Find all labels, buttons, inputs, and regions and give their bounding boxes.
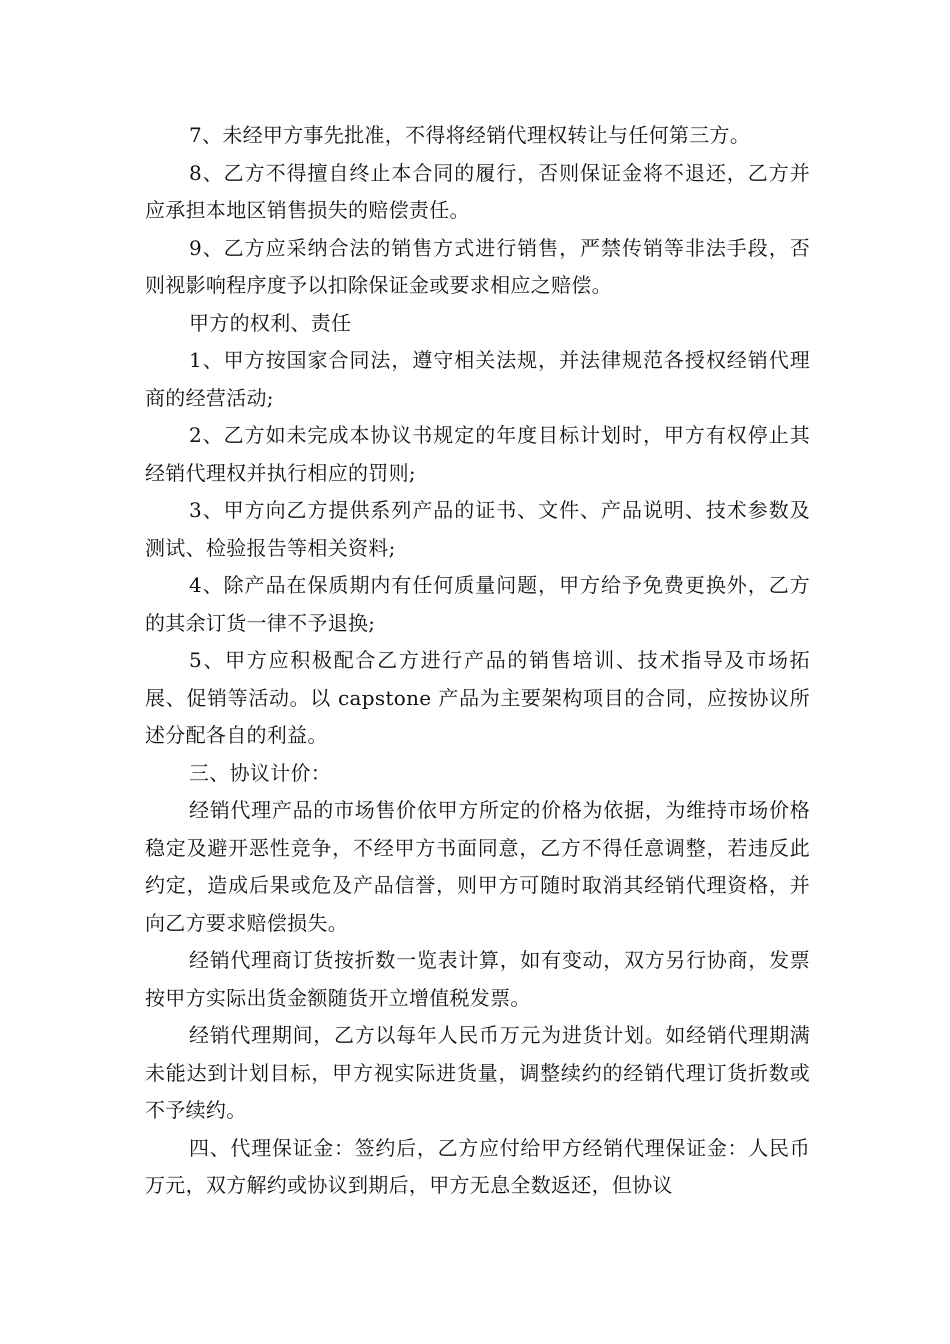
paragraph-clause-9: 9、乙方应采纳合法的销售方式进行销售，严禁传销等非法手段，否则视影响程序度予以扣除保证金或要求相应之赔偿。 [145, 235, 810, 297]
paragraph-party-a-4: 4、除产品在保质期内有任何质量问题，甲方给予免费更换外，乙方的其余订货一律不予退换; [145, 573, 810, 635]
paragraph-party-a-2: 2、乙方如未完成本协议书规定的年度目标计划时，甲方有权停止其经销代理权并执行相应的罚则; [145, 423, 810, 485]
document-body [145, 117, 810, 1205]
paragraph-clause-7: 7、未经甲方事先批准，不得将经销代理权转让与任何第三方。 [189, 123, 751, 147]
paragraph-clause-8: 8、乙方不得擅自终止本合同的履行，否则保证金将不退还，乙方并应承担本地区销售损失的赔偿责任。 [145, 160, 810, 222]
section-heading-party-a-rights: 甲方的权利、责任 [189, 310, 352, 335]
section-heading-pricing: 三、协议计价： [189, 760, 332, 785]
paragraph-party-a-5: 5、甲方应积极配合乙方进行产品的销售培训、技术指导及市场拓展、促销等活动。以 capstone 产品为主要架构项目的合同，应按协议所述分配各自的利益。 [145, 648, 810, 747]
paragraph-pricing-1: 经销代理产品的市场售价依甲方所定的价格为依据，为维持市场价格稳定及避开恶性竞争，不经甲方书面同意，乙方不得任意调整，若违反此约定，造成后果或危及产品信誉，则甲方可随时取消其经销代理资格，并向乙方要求赔偿损失。 [145, 798, 810, 935]
paragraph-party-a-3: 3、甲方向乙方提供系列产品的证书、文件、产品说明、技术参数及测试、检验报告等相关资料; [145, 498, 810, 560]
paragraph-pricing-3: 经销代理期间，乙方以每年人民币万元为进货计划。如经销代理期满未能达到计划目标，甲方视实际进货量，调整续约的经销代理订货折数或不予续约。 [145, 1023, 810, 1122]
paragraph-deposit: 四、代理保证金：签约后，乙方应付给甲方经销代理保证金：人民币 万元，双方解约或协议到期后，甲方无息全数返还，但协议 [145, 1135, 810, 1197]
paragraph-pricing-2: 经销代理商订货按折数一览表计算，如有变动，双方另行协商，发票按甲方实际出货金额随货开立增值税发票。 [145, 948, 810, 1010]
paragraph-party-a-1: 1、甲方按国家合同法，遵守相关法规，并法律规范各授权经销代理商的经营活动; [145, 348, 810, 410]
